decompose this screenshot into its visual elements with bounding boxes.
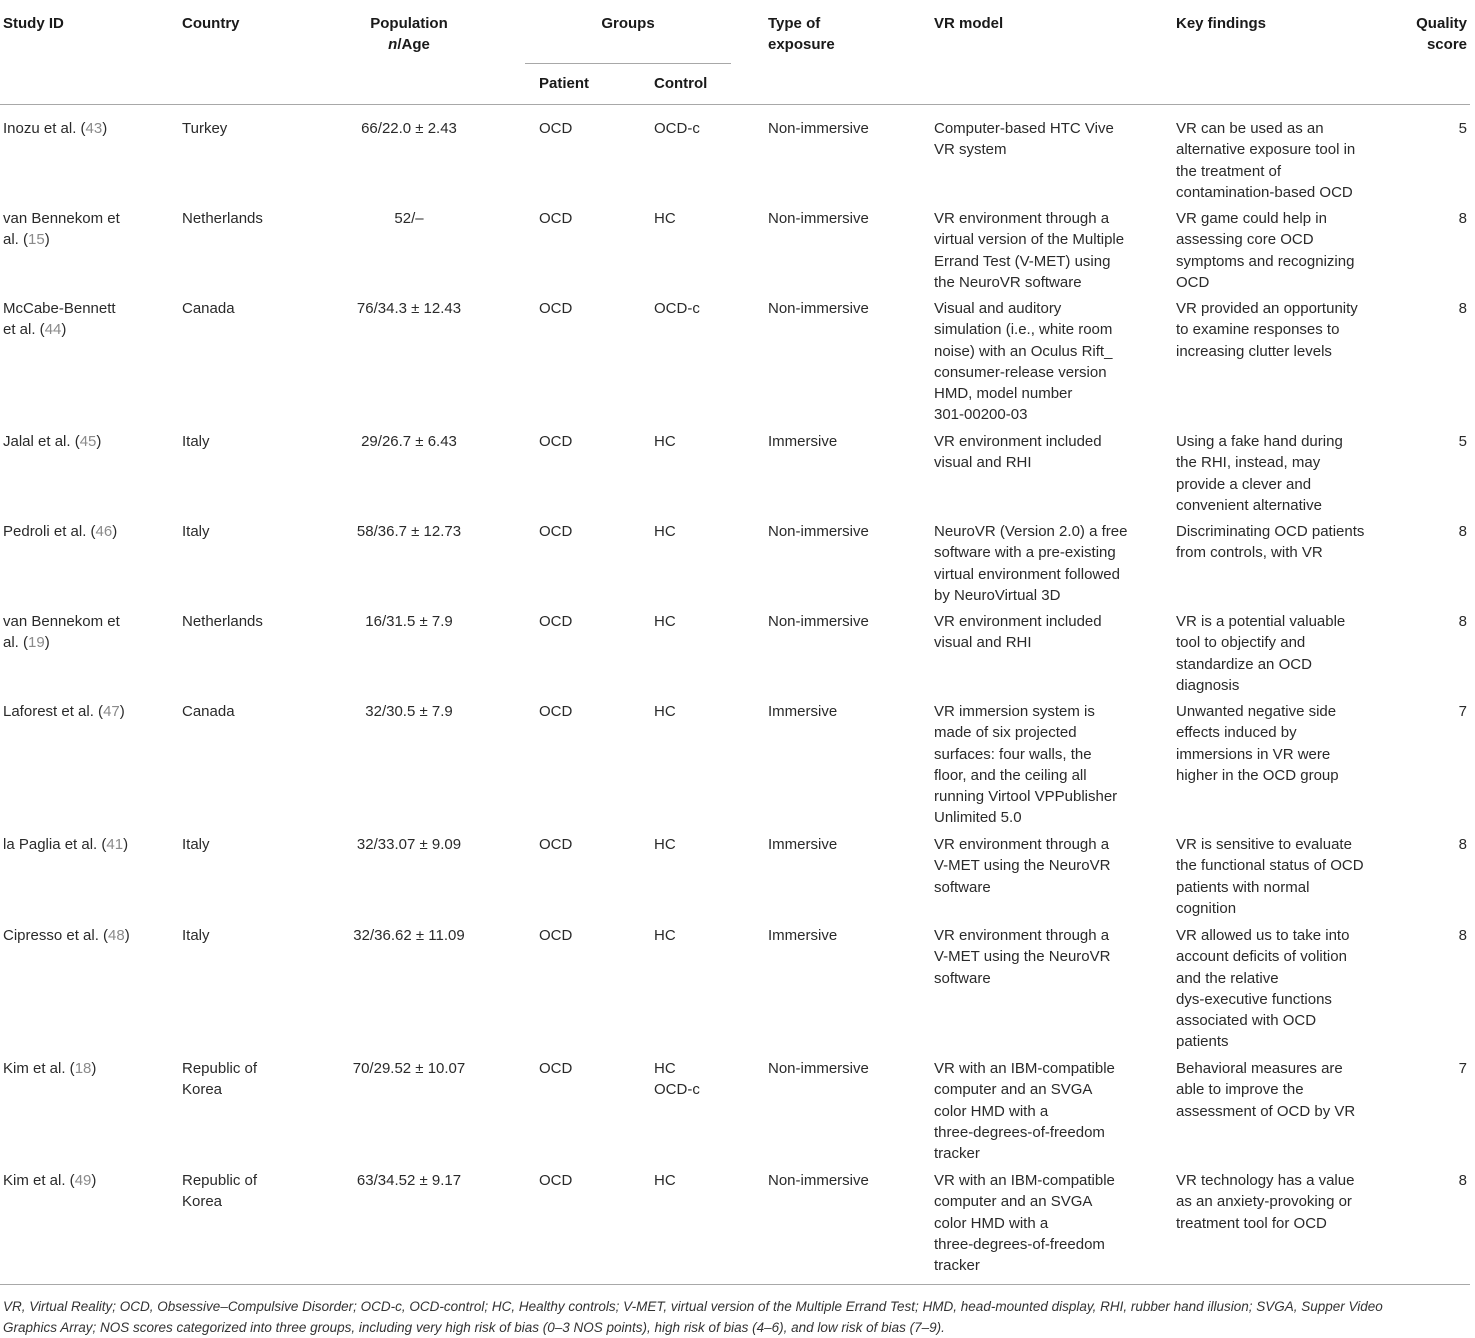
key-findings-line: treatment tool for OCD: [1176, 1213, 1354, 1234]
reference-link[interactable]: 49: [75, 1172, 92, 1189]
vr-model-line: the NeuroVR software: [934, 272, 1124, 293]
key-findings-line: and the relative: [1176, 968, 1349, 989]
vr-model-line: VR with an IBM-compatible: [934, 1058, 1115, 1079]
vr-model-line: visual and RHI: [934, 632, 1102, 653]
vr-model-line: Visual and auditory: [934, 298, 1112, 319]
key-findings-line: as an anxiety-provoking or: [1176, 1191, 1354, 1212]
study-id-line: [3, 701, 125, 722]
header-type-of-exposure: [768, 13, 835, 55]
study-id-line: [3, 118, 107, 139]
study-id: [3, 208, 120, 251]
patient-group: OCD: [539, 1170, 572, 1191]
footnote-line-2: Graphics Array; NOS scores categorized into three groups, including very high risk of bias (0–3 NOS points), high risk of bias (4–6), and low risk of bias (7–9).: [3, 1318, 1473, 1338]
reference-link[interactable]: 44: [45, 321, 62, 338]
key-findings-line: standardize an OCD: [1176, 654, 1345, 675]
patient-group: OCD: [539, 521, 572, 542]
population: 32/36.62 ± 11.09: [340, 925, 478, 946]
country-line: Turkey: [182, 118, 227, 139]
country: [182, 298, 235, 319]
control-line: HC: [654, 521, 676, 542]
key-findings-line: Using a fake hand during: [1176, 431, 1343, 452]
vr-model-line: NeuroVR (Version 2.0) a free: [934, 521, 1127, 542]
country: [182, 611, 263, 632]
quality-score: 5: [1395, 118, 1467, 139]
control-group: [654, 701, 676, 722]
patient-group: OCD: [539, 925, 572, 946]
key-findings-line: alternative exposure tool in: [1176, 139, 1355, 160]
vr-model-line: VR environment included: [934, 611, 1102, 632]
study-author: Pedroli et al. (: [3, 523, 96, 540]
study-id-line: [3, 319, 116, 340]
key-findings-line: cognition: [1176, 898, 1364, 919]
study-paren: ): [45, 634, 50, 651]
control-line: OCD-c: [654, 298, 700, 319]
key-findings: [1176, 701, 1339, 786]
patient-group: OCD: [539, 834, 572, 855]
patient-group: OCD: [539, 431, 572, 452]
vr-model-line: simulation (i.e., white room: [934, 319, 1112, 340]
vr-model: [934, 1058, 1115, 1164]
country: [182, 701, 235, 722]
key-findings-line: from controls, with VR: [1176, 542, 1364, 563]
study-id-line: [3, 925, 130, 946]
key-findings-line: to examine responses to: [1176, 319, 1358, 340]
key-findings-line: increasing clutter levels: [1176, 341, 1358, 362]
header-population-label: Population: [340, 13, 478, 34]
table-bottom-rule: [0, 1284, 1470, 1285]
vr-model-line: VR environment included: [934, 431, 1102, 452]
vr-model: [934, 611, 1102, 654]
exposure-type: Non-immersive: [768, 611, 869, 632]
header-study-id: Study ID: [3, 13, 64, 34]
exposure-type: Non-immersive: [768, 1058, 869, 1079]
key-findings: [1176, 834, 1364, 919]
control-line: HC: [654, 431, 676, 452]
study-id: [3, 431, 101, 452]
country-line: Italy: [182, 431, 210, 452]
key-findings-line: dys-executive functions: [1176, 989, 1349, 1010]
key-findings-line: able to improve the: [1176, 1079, 1355, 1100]
study-paren: ): [112, 523, 117, 540]
vr-model: [934, 118, 1114, 161]
key-findings-line: symptoms and recognizing: [1176, 251, 1354, 272]
study-paren: ): [45, 231, 50, 248]
vr-model-line: tracker: [934, 1143, 1115, 1164]
vr-model-line: Unlimited 5.0: [934, 807, 1117, 828]
quality-score: 8: [1395, 298, 1467, 319]
study-author: Laforest et al. (: [3, 703, 103, 720]
country-line: Italy: [182, 925, 210, 946]
key-findings: [1176, 1058, 1355, 1122]
quality-score: 8: [1395, 834, 1467, 855]
study-author: al. (: [3, 634, 28, 651]
population: 66/22.0 ± 2.43: [340, 118, 478, 139]
study-author: van Bennekom et: [3, 613, 120, 630]
quality-score: 7: [1395, 1058, 1467, 1079]
study-paren: ): [61, 321, 66, 338]
header-quality-line-2: score: [1395, 34, 1467, 55]
study-id: [3, 701, 125, 722]
control-line: HC: [654, 701, 676, 722]
vr-model-line: VR with an IBM-compatible: [934, 1170, 1115, 1191]
vr-model-line: Errand Test (V-MET) using: [934, 251, 1124, 272]
groups-divider: [525, 63, 731, 64]
control-line: OCD-c: [654, 1079, 700, 1100]
study-id: [3, 521, 117, 542]
vr-model: [934, 925, 1110, 989]
header-quality-score: [1395, 13, 1467, 55]
header-patient: Patient: [539, 73, 589, 94]
study-id-line: [3, 632, 120, 653]
vr-model-line: V-MET using the NeuroVR: [934, 946, 1110, 967]
header-key-findings: Key findings: [1176, 13, 1266, 34]
header-bottom-rule: [0, 104, 1470, 105]
population: 16/31.5 ± 7.9: [340, 611, 478, 632]
control-line: HC: [654, 611, 676, 632]
country-line: Republic of: [182, 1170, 257, 1191]
vr-model-line: software with a pre-existing: [934, 542, 1127, 563]
study-id: [3, 925, 130, 946]
quality-score: 8: [1395, 1170, 1467, 1191]
country: [182, 1058, 257, 1101]
control-line: HC: [654, 208, 676, 229]
key-findings-line: the treatment of: [1176, 161, 1355, 182]
vr-model: [934, 1170, 1115, 1276]
country-line: Korea: [182, 1191, 257, 1212]
study-id-line: [3, 1170, 96, 1191]
key-findings-line: the RHI, instead, may: [1176, 452, 1343, 473]
patient-group: OCD: [539, 701, 572, 722]
key-findings-line: VR is a potential valuable: [1176, 611, 1345, 632]
key-findings-line: OCD: [1176, 272, 1354, 293]
key-findings-line: patients: [1176, 1031, 1349, 1052]
reference-link[interactable]: 48: [108, 927, 125, 944]
key-findings: [1176, 298, 1358, 362]
study-id-line: [3, 834, 128, 855]
control-group: [654, 834, 676, 855]
vr-model-line: surfaces: four walls, the: [934, 744, 1117, 765]
vr-model-line: VR environment through a: [934, 834, 1110, 855]
country-line: Netherlands: [182, 611, 263, 632]
control-group: [654, 118, 700, 139]
quality-score: 8: [1395, 208, 1467, 229]
population: 70/29.52 ± 10.07: [340, 1058, 478, 1079]
reference-link[interactable]: 15: [28, 231, 45, 248]
control-line: HC: [654, 1058, 700, 1079]
vr-model-line: floor, and the ceiling all: [934, 765, 1117, 786]
key-findings-line: assessment of OCD by VR: [1176, 1101, 1355, 1122]
vr-model: [934, 298, 1112, 426]
study-id-line: [3, 1058, 96, 1079]
population: 32/30.5 ± 7.9: [340, 701, 478, 722]
country-line: Republic of: [182, 1058, 257, 1079]
vr-model-line: three-degrees-of-freedom: [934, 1122, 1115, 1143]
key-findings: [1176, 431, 1343, 516]
key-findings-line: effects induced by: [1176, 722, 1339, 743]
header-control: Control: [654, 73, 707, 94]
vr-model-line: running Virtool VPPublisher: [934, 786, 1117, 807]
study-paren: ): [96, 433, 101, 450]
exposure-type: Immersive: [768, 834, 837, 855]
study-id: [3, 611, 120, 654]
vr-model-line: virtual version of the Multiple: [934, 229, 1124, 250]
country-line: Italy: [182, 834, 210, 855]
key-findings-line: VR allowed us to take into: [1176, 925, 1349, 946]
population: 58/36.7 ± 12.73: [340, 521, 478, 542]
vr-model: [934, 521, 1127, 606]
country: [182, 925, 210, 946]
vr-model-line: VR environment through a: [934, 925, 1110, 946]
vr-model-line: software: [934, 968, 1110, 989]
study-author: Kim et al. (: [3, 1060, 75, 1077]
study-paren: ): [125, 927, 130, 944]
header-type-line-2: exposure: [768, 34, 835, 55]
vr-model-line: virtual environment followed: [934, 564, 1127, 585]
key-findings-line: Discriminating OCD patients: [1176, 521, 1364, 542]
table-footnote: [3, 1297, 1473, 1338]
study-id: [3, 298, 116, 341]
study-id: [3, 1170, 96, 1191]
study-id: [3, 118, 107, 139]
control-group: [654, 521, 676, 542]
study-author: la Paglia et al. (: [3, 836, 106, 853]
key-findings: [1176, 611, 1345, 696]
control-group: [654, 298, 700, 319]
key-findings-line: patients with normal: [1176, 877, 1364, 898]
vr-model-line: VR environment through a: [934, 208, 1124, 229]
vr-model: [934, 834, 1110, 898]
patient-group: OCD: [539, 1058, 572, 1079]
exposure-type: Non-immersive: [768, 298, 869, 319]
vr-model-line: tracker: [934, 1255, 1115, 1276]
study-author: Inozu et al. (: [3, 120, 86, 137]
vr-model-line: computer and an SVGA: [934, 1191, 1115, 1212]
exposure-type: Non-immersive: [768, 1170, 869, 1191]
control-line: HC: [654, 925, 676, 946]
quality-score: 8: [1395, 611, 1467, 632]
study-id-line: [3, 611, 120, 632]
study-paren: ): [91, 1172, 96, 1189]
study-id-line: [3, 229, 120, 250]
vr-model-line: VR system: [934, 139, 1114, 160]
key-findings-line: immersions in VR were: [1176, 744, 1339, 765]
header-population-age: /Age: [397, 36, 430, 53]
key-findings: [1176, 1170, 1354, 1234]
vr-model: [934, 701, 1117, 829]
study-author: Cipresso et al. (: [3, 927, 108, 944]
key-findings-line: VR can be used as an: [1176, 118, 1355, 139]
country-line: Canada: [182, 701, 235, 722]
header-country: Country: [182, 13, 240, 34]
study-author: McCabe-Bennett: [3, 300, 116, 317]
reference-link[interactable]: 41: [106, 836, 123, 853]
exposure-type: Non-immersive: [768, 208, 869, 229]
vr-model-line: Computer-based HTC Vive: [934, 118, 1114, 139]
reference-link[interactable]: 45: [80, 433, 97, 450]
key-findings: [1176, 925, 1349, 1053]
patient-group: OCD: [539, 118, 572, 139]
patient-group: OCD: [539, 611, 572, 632]
header-type-line-1: Type of: [768, 13, 835, 34]
exposure-type: Non-immersive: [768, 118, 869, 139]
key-findings-line: VR technology has a value: [1176, 1170, 1354, 1191]
reference-link[interactable]: 47: [103, 703, 120, 720]
vr-model-line: three-degrees-of-freedom: [934, 1234, 1115, 1255]
country: [182, 208, 263, 229]
vr-model-line: HMD, model number: [934, 383, 1112, 404]
key-findings-line: tool to objectify and: [1176, 632, 1345, 653]
patient-group: OCD: [539, 298, 572, 319]
key-findings: [1176, 521, 1364, 564]
header-population-n: n: [388, 36, 397, 53]
vr-model-line: color HMD with a: [934, 1101, 1115, 1122]
exposure-type: Immersive: [768, 431, 837, 452]
population: 29/26.7 ± 6.43: [340, 431, 478, 452]
study-id: [3, 834, 128, 855]
reference-link[interactable]: 46: [96, 523, 113, 540]
quality-score: 8: [1395, 521, 1467, 542]
vr-model-line: 301-00200-03: [934, 404, 1112, 425]
population: 52/–: [340, 208, 478, 229]
key-findings-line: convenient alternative: [1176, 495, 1343, 516]
control-group: [654, 1170, 676, 1191]
key-findings-line: higher in the OCD group: [1176, 765, 1339, 786]
study-paren: ): [123, 836, 128, 853]
header-quality-line-1: Quality: [1395, 13, 1467, 34]
study-paren: ): [120, 703, 125, 720]
vr-model-line: software: [934, 877, 1110, 898]
key-findings-line: Unwanted negative side: [1176, 701, 1339, 722]
key-findings-line: the functional status of OCD: [1176, 855, 1364, 876]
exposure-type: Immersive: [768, 925, 837, 946]
key-findings-line: contamination-based OCD: [1176, 182, 1355, 203]
country: [182, 834, 210, 855]
study-author: Jalal et al. (: [3, 433, 80, 450]
country-line: Netherlands: [182, 208, 263, 229]
country-line: Korea: [182, 1079, 257, 1100]
key-findings-line: associated with OCD: [1176, 1010, 1349, 1031]
country: [182, 521, 210, 542]
reference-link[interactable]: 19: [28, 634, 45, 651]
population: 32/33.07 ± 9.09: [340, 834, 478, 855]
vr-model-line: VR immersion system is: [934, 701, 1117, 722]
key-findings-line: VR provided an opportunity: [1176, 298, 1358, 319]
quality-score: 7: [1395, 701, 1467, 722]
vr-model-line: V-MET using the NeuroVR: [934, 855, 1110, 876]
study-id-line: [3, 208, 120, 229]
country-line: Canada: [182, 298, 235, 319]
control-group: [654, 208, 676, 229]
vr-model: [934, 208, 1124, 293]
study-author: van Bennekom et: [3, 210, 120, 227]
control-line: HC: [654, 834, 676, 855]
study-id-line: [3, 298, 116, 319]
key-findings-line: Behavioral measures are: [1176, 1058, 1355, 1079]
study-paren: ): [91, 1060, 96, 1077]
study-author: Kim et al. (: [3, 1172, 75, 1189]
key-findings-line: VR is sensitive to evaluate: [1176, 834, 1364, 855]
study-author: et al. (: [3, 321, 45, 338]
exposure-type: Immersive: [768, 701, 837, 722]
country: [182, 431, 210, 452]
key-findings-line: account deficits of volition: [1176, 946, 1349, 967]
vr-model: [934, 431, 1102, 474]
exposure-type: Non-immersive: [768, 521, 869, 542]
study-author: al. (: [3, 231, 28, 248]
key-findings: [1176, 208, 1354, 293]
header-population-sub: [340, 34, 478, 55]
study-paren: ): [102, 120, 107, 137]
control-line: HC: [654, 1170, 676, 1191]
key-findings-line: VR game could help in: [1176, 208, 1354, 229]
key-findings-line: diagnosis: [1176, 675, 1345, 696]
study-id-line: [3, 521, 117, 542]
vr-model-line: computer and an SVGA: [934, 1079, 1115, 1100]
quality-score: 8: [1395, 925, 1467, 946]
control-group: [654, 611, 676, 632]
control-group: [654, 431, 676, 452]
reference-link[interactable]: 43: [86, 120, 103, 137]
footnote-line-1: VR, Virtual Reality; OCD, Obsessive–Compulsive Disorder; OCD-c, OCD-control; HC, Healthy controls; V-MET, virtual version of the Multiple Errand Test; HMD, head-mounted display, RHI, rubber hand illusion; SVGA, Supper Video: [3, 1297, 1473, 1318]
reference-link[interactable]: 18: [75, 1060, 92, 1077]
key-findings-line: assessing core OCD: [1176, 229, 1354, 250]
country: [182, 118, 227, 139]
population: 63/34.52 ± 9.17: [340, 1170, 478, 1191]
study-id: [3, 1058, 96, 1079]
vr-model-line: noise) with an Oculus Rift_: [934, 341, 1112, 362]
control-line: OCD-c: [654, 118, 700, 139]
vr-model-line: by NeuroVirtual 3D: [934, 585, 1127, 606]
key-findings-line: provide a clever and: [1176, 474, 1343, 495]
quality-score: 5: [1395, 431, 1467, 452]
country: [182, 1170, 257, 1213]
vr-model-line: made of six projected: [934, 722, 1117, 743]
country-line: Italy: [182, 521, 210, 542]
vr-model-line: consumer-release version: [934, 362, 1112, 383]
vr-model-line: color HMD with a: [934, 1213, 1115, 1234]
header-population: [340, 13, 478, 55]
control-group: [654, 925, 676, 946]
vr-model-line: visual and RHI: [934, 452, 1102, 473]
population: 76/34.3 ± 12.43: [340, 298, 478, 319]
patient-group: OCD: [539, 208, 572, 229]
header-groups: Groups: [525, 13, 731, 34]
study-id-line: [3, 431, 101, 452]
key-findings: [1176, 118, 1355, 203]
header-vr-model: VR model: [934, 13, 1003, 34]
control-group: [654, 1058, 700, 1101]
